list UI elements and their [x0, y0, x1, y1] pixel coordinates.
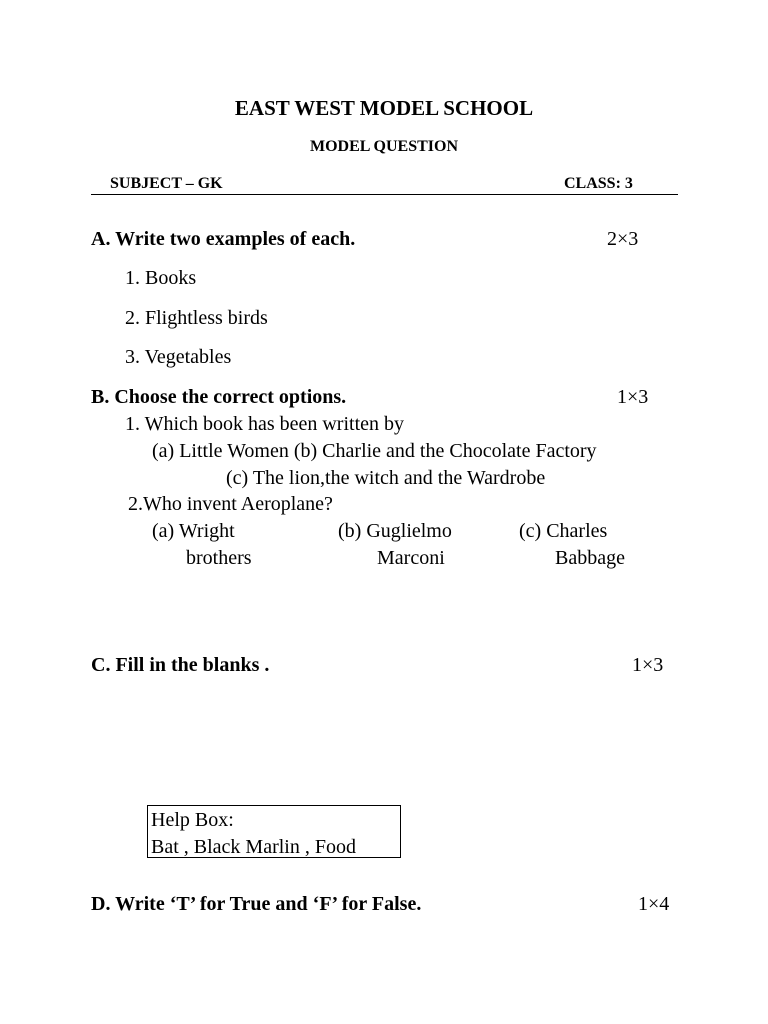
question-2-option-a: (a) Wright [152, 520, 235, 542]
question-1-options-line2: (c) The lion,the witch and the Wardrobe [226, 467, 546, 489]
question-2-option-b-cont: Marconi [377, 547, 445, 569]
section-c-heading: C. Fill in the blanks . [91, 654, 270, 676]
help-box-words: Bat , Black Marlin , Food [151, 836, 356, 858]
section-b-marks: 1×3 [617, 386, 649, 408]
exam-title: MODEL QUESTION [309, 138, 459, 155]
section-a-marks: 2×3 [607, 228, 639, 250]
question-2-option-a-cont: brothers [186, 547, 252, 569]
section-a-item: 3. Vegetables [125, 346, 232, 368]
section-a-item: 2. Flightless birds [125, 307, 268, 329]
section-d-marks: 1×4 [638, 893, 670, 915]
question-1-options-line1: (a) Little Women (b) Charlie and the Chocolate Factory [152, 440, 597, 462]
header-divider [91, 194, 678, 195]
section-a-heading: A. Write two examples of each. [91, 228, 356, 250]
question-1: 1. Which book has been written by [125, 413, 405, 435]
section-a-item: 1. Books [125, 267, 197, 289]
section-d-heading: D. Write ‘T’ for True and ‘F’ for False. [91, 893, 422, 915]
question-2-option-c: (c) Charles [519, 520, 608, 542]
section-b-heading: B. Choose the correct options. [91, 386, 347, 408]
school-name: EAST WEST MODEL SCHOOL [234, 96, 534, 120]
question-2-option-b: (b) Guglielmo [338, 520, 452, 542]
section-c-marks: 1×3 [632, 654, 664, 676]
help-box [147, 805, 401, 858]
question-2-option-c-cont: Babbage [555, 547, 625, 569]
help-box-title: Help Box: [151, 809, 234, 831]
question-2: 2.Who invent Aeroplane? [128, 493, 333, 515]
subject-label: SUBJECT – GK [110, 175, 223, 192]
class-label: CLASS: 3 [564, 175, 633, 192]
